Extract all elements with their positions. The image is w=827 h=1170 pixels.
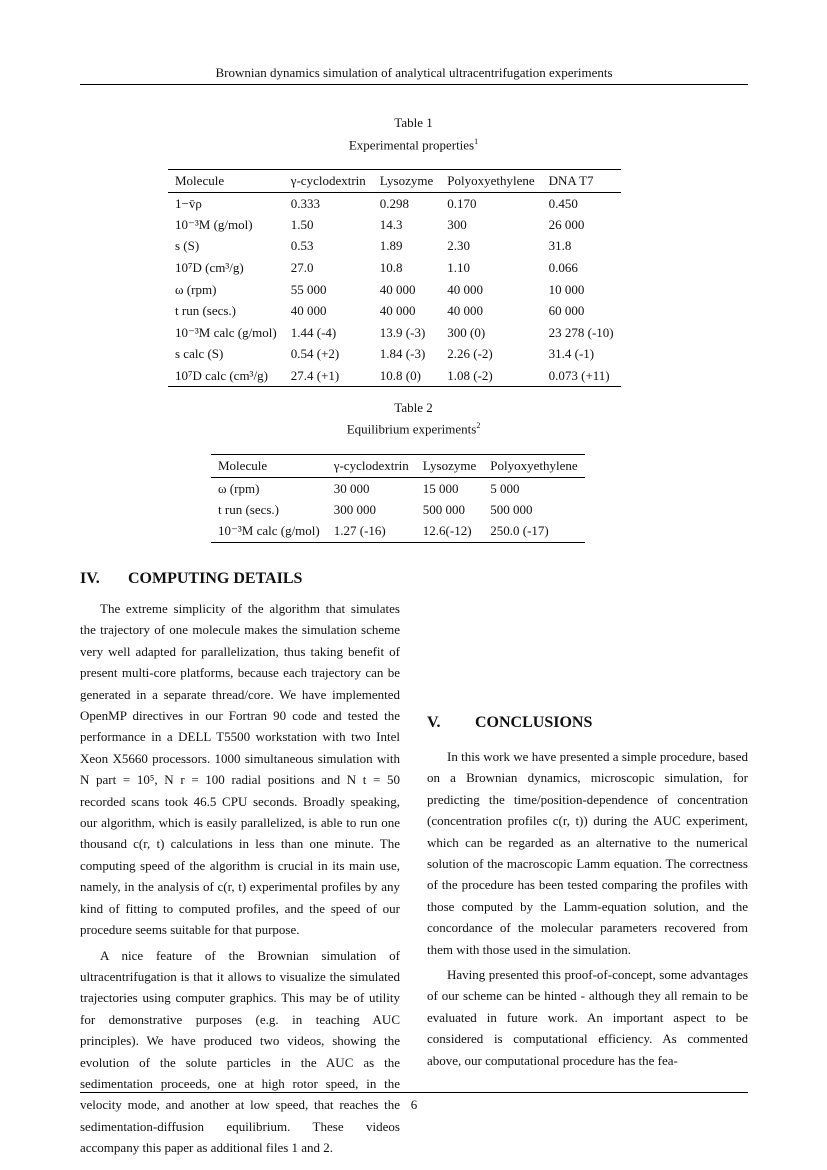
table-row bbox=[168, 257, 621, 279]
table-cell: 0.54 (+2) bbox=[290, 346, 340, 362]
section-iv-heading: IV. COMPUTING DETAILS bbox=[80, 570, 303, 587]
table-row bbox=[168, 214, 621, 236]
table-row bbox=[168, 344, 621, 366]
row-label: t run (secs.) bbox=[175, 303, 237, 319]
table-cell: 0.450 bbox=[548, 195, 578, 211]
table-cell: 250.0 (-17) bbox=[483, 521, 584, 543]
table2 bbox=[211, 454, 585, 543]
table-cell: 13.9 (-3) bbox=[379, 324, 426, 340]
table-cell: 2.26 (-2) bbox=[447, 346, 493, 362]
row-label: s (S) bbox=[175, 238, 200, 254]
table-cell: 0.073 (+11) bbox=[542, 365, 621, 387]
table-cell: 60 000 bbox=[548, 303, 585, 319]
table-cell: 27.4 (+1) bbox=[284, 365, 373, 387]
table-cell: 30 000 bbox=[333, 480, 370, 496]
table-cell: 300 (0) bbox=[447, 324, 486, 340]
table2-label: Table 2 bbox=[394, 400, 433, 415]
table-cell: 500 000 bbox=[490, 501, 533, 517]
table2-body bbox=[211, 478, 585, 543]
section-iv-paragraph-2: A nice feature of the Brownian simulation of ultracentrifugation is that it allows to visualize the simulated trajectories using computer graphics. This may be of utility for demonstrative purposes (e.g. in teaching AUC principles). We have produced two videos, showing the evolution of the solute particles in the AUC as the sedimentation proceeds, one at high rotor speed, in the velocity mode, and another at low speed, that reaches the sedimentation-diffusion equilibrium. These videos accompany this paper as additional files 1 and 2. bbox=[80, 947, 400, 1156]
table-cell: 0.333 bbox=[290, 195, 320, 211]
page-number: 6 bbox=[410, 1097, 418, 1112]
section-v-paragraph-2: Having presented this proof-of-concept, some advantages of our scheme can be hinted - although they all remain to be evaluated in future work. An important aspect to be considered is computational efficiency. As commented above, our computational procedure has the fea- bbox=[427, 967, 748, 1068]
table-cell: 10.8 bbox=[379, 260, 403, 276]
table-row bbox=[211, 478, 585, 500]
table-cell: 10 000 bbox=[548, 281, 585, 297]
table-cell: 300 bbox=[447, 216, 467, 232]
section-v-body bbox=[427, 746, 748, 1071]
table-cell: 15 000 bbox=[422, 480, 459, 496]
column-header: Polyoxyethylene bbox=[440, 170, 541, 193]
table-row bbox=[211, 499, 585, 521]
table1 bbox=[168, 169, 621, 387]
table-cell: 0.53 bbox=[290, 238, 314, 254]
section-v-heading: V. CONCLUSIONS bbox=[427, 714, 593, 731]
row-label: 10⁻³M calc (g/mol) bbox=[211, 521, 327, 543]
table-row bbox=[168, 300, 621, 322]
table-cell: 300 000 bbox=[333, 501, 376, 517]
section-v-paragraph-1: In this work we have presented a simple procedure, based on a Brownian dynamics, microscopic simulation, for predicting the time/position-dependence of concentration (concentration profiles c(r, t)) during the AUC experiment, which can be regarded as an alternative to the numerical solution of the macroscopic Lamm equation. The correctness of the procedure has been tested comparing the profiles with those computed by the Lamm-equation solution, and the concordance of the molecular parameters recovered from them with those used in the simulation. bbox=[427, 749, 748, 957]
table-cell: 1.44 (-4) bbox=[290, 324, 337, 340]
row-label: 1−v̄ρ bbox=[175, 195, 202, 211]
table-cell: 5 000 bbox=[490, 480, 520, 496]
table-row bbox=[168, 322, 621, 344]
table-cell: 500 000 bbox=[422, 501, 466, 517]
table-row bbox=[168, 365, 621, 387]
table-cell: 40 000 bbox=[447, 303, 483, 319]
table-cell: 1.08 (-2) bbox=[440, 365, 541, 387]
table-cell: 12.6(-12) bbox=[416, 521, 483, 543]
table-cell: 1.89 bbox=[379, 238, 403, 254]
section-iv-body bbox=[80, 598, 400, 1159]
row-label: s calc (S) bbox=[175, 346, 224, 362]
table-row bbox=[168, 279, 621, 301]
table-cell: 1.27 (-16) bbox=[327, 521, 416, 543]
column-header: γ-cyclodextrin bbox=[284, 170, 373, 193]
section-iv-paragraph-1: The extreme simplicity of the algorithm that simulates the trajectory of one molecule makes the simulation scheme very well adapted for parallelization, thus taking benefit of present multi-core platforms, because each trajectory can be generated in a separate thread/core. We have implemented OpenMP directives in our Fortran 90 code and tested the performance in a DELL T5500 workstation with two Intel Xeon X5660 processors. 1000 simultaneous simulation with N part = 10⁵, N r = 100 radial positions and N t = 50 recorded scans took 46.5 CPU seconds. Broadly speaking, our algorithm, which is easily parallelized, is able to run one thousand c(r, t) calculations in less than one minute. The computing speed of the algorithm is crucial in its main use, namely, in the analysis of c(r, t) experimental profiles by any kind of fitting to computed profiles, and the speed of our procedure seems suitable for that purpose. bbox=[80, 601, 400, 938]
table-cell: 40 000 bbox=[379, 303, 416, 319]
table-cell: 0.066 bbox=[548, 260, 578, 276]
table-row bbox=[168, 193, 621, 215]
table-cell: 0.170 bbox=[447, 195, 477, 211]
column-header: Molecule bbox=[211, 455, 327, 478]
table-cell: 23 278 (-10) bbox=[548, 324, 614, 340]
table-cell: 31.8 bbox=[548, 238, 572, 254]
table-row bbox=[211, 521, 585, 543]
table-cell: 1.84 (-3) bbox=[379, 346, 426, 362]
table-cell: 10.8 (0) bbox=[373, 365, 440, 387]
footer-rule bbox=[80, 1092, 748, 1093]
row-label: 10⁻³M (g/mol) bbox=[175, 216, 253, 232]
row-label: ω (rpm) bbox=[218, 480, 260, 496]
table2-header-row bbox=[211, 455, 585, 478]
row-label: ω (rpm) bbox=[175, 281, 217, 297]
table2-caption: Equilibrium experiments$^2$ bbox=[346, 421, 481, 437]
table1-label: Table 1 bbox=[394, 115, 433, 130]
table-cell: 27.0 bbox=[290, 260, 314, 276]
table-cell: 0.298 bbox=[379, 195, 410, 211]
table1-header-row bbox=[168, 170, 621, 193]
table-cell: 26 000 bbox=[548, 216, 585, 232]
column-header: Polyoxyethylene bbox=[483, 455, 584, 478]
column-header: Lysozyme bbox=[416, 455, 483, 478]
column-header: Molecule bbox=[168, 170, 284, 193]
table-row bbox=[168, 236, 621, 258]
table-cell: 40 000 bbox=[447, 281, 483, 297]
row-label: 10⁷D calc (cm³/g) bbox=[168, 365, 284, 387]
table-cell: 55 000 bbox=[290, 281, 327, 297]
table-cell: 2.30 bbox=[447, 238, 470, 254]
table-cell: 31.4 (-1) bbox=[548, 346, 595, 362]
row-label: 10⁻³M calc (g/mol) bbox=[175, 324, 277, 340]
row-label: t run (secs.) bbox=[218, 501, 280, 517]
header-rule bbox=[80, 84, 748, 85]
table-cell: 14.3 bbox=[379, 216, 403, 232]
running-head: Brownian dynamics simulation of analytical ultracentrifugation experiments bbox=[215, 65, 613, 80]
table1-body bbox=[168, 193, 621, 387]
column-header: Lysozyme bbox=[373, 170, 440, 193]
table-cell: 1.10 bbox=[447, 260, 470, 276]
table-cell: 40 000 bbox=[290, 303, 327, 319]
column-header: γ-cyclodextrin bbox=[327, 455, 416, 478]
table-cell: 40 000 bbox=[379, 281, 416, 297]
table1-caption: Experimental properties$^1$ bbox=[348, 137, 479, 153]
column-header: DNA T7 bbox=[542, 170, 621, 193]
table-cell: 1.50 bbox=[290, 216, 314, 232]
row-label: 10⁷D (cm³/g) bbox=[175, 260, 244, 276]
